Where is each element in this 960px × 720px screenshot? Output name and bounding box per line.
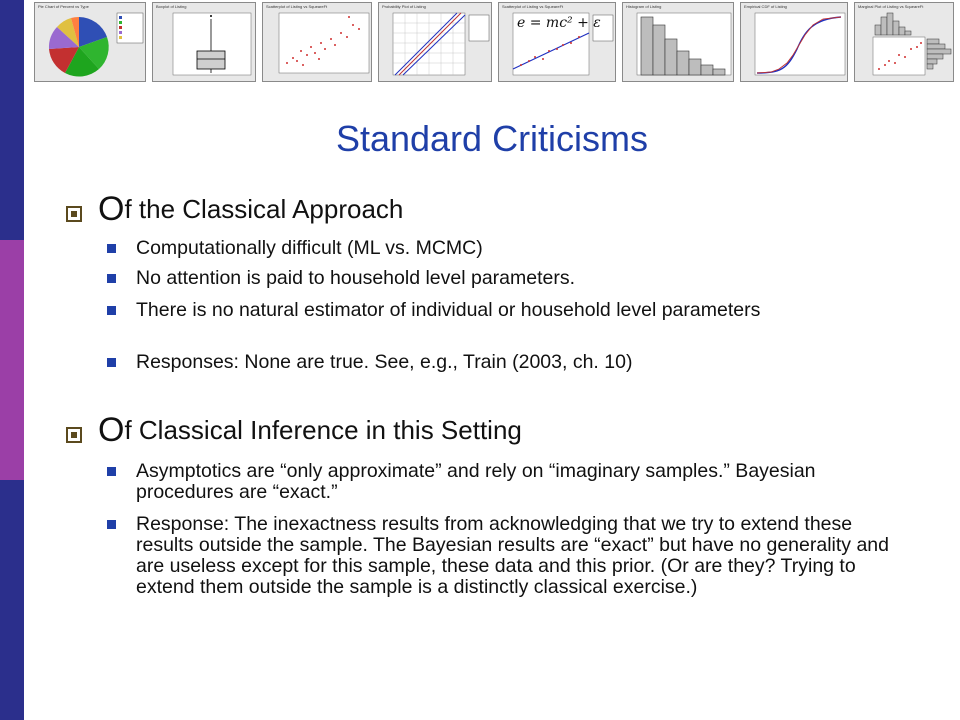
thumbnail-scatterplot: [262, 2, 372, 82]
thumbnail-probability-plot: [378, 2, 492, 82]
list-item-text: No attention is paid to household level parameters.: [136, 267, 576, 289]
sidebar-accent: [0, 0, 24, 720]
thumbnail-title: Pie Chart of Percent vs Type: [38, 4, 89, 9]
section-heading: [98, 190, 403, 229]
bullet-icon: [107, 306, 116, 315]
sidebar-segment-top: [0, 0, 24, 240]
thumbnail-empirical-cdf: [740, 2, 848, 82]
thumbnail-title: Probability Plot of Listing: [382, 4, 426, 9]
thumbnail-boxplot: [152, 2, 256, 82]
thumbnail-scatterplot-equation: [498, 2, 616, 82]
list-item-text: Asymptotics are “only approximate” and rely on “imaginary samples.” Bayesian procedures are “exact.”: [136, 460, 816, 503]
cdf-graphic: [741, 3, 848, 82]
list-item-text: There is no natural estimator of individual or household level parameters: [136, 299, 761, 321]
probability-plot-graphic: [379, 3, 492, 82]
sidebar-segment-middle: [0, 240, 24, 480]
equation-label: e = mc² + ε: [517, 15, 601, 31]
pie-chart-graphic: [35, 3, 146, 82]
slide-title: Standard Criticisms: [335, 118, 649, 159]
list-item-text: Computationally difficult (ML vs. MCMC): [136, 237, 483, 259]
heading-text: f the Classical Approach: [124, 194, 404, 224]
thumbnail-title: Boxplot of Listing: [156, 4, 187, 9]
bullet-icon: [107, 274, 116, 283]
thumbnail-title: Scatterplot of Listing vs SqueareFt: [502, 4, 564, 9]
thumbnail-pie-chart: [34, 2, 146, 82]
bullet-icon: [107, 244, 116, 253]
heading-text: f Classical Inference in this Setting: [124, 415, 522, 445]
section-heading: [98, 411, 522, 450]
scatterplot-graphic: [263, 3, 372, 82]
heading-initial: O: [98, 190, 125, 228]
thumbnail-title: Empirical CDF of Listing: [744, 4, 787, 9]
plot-banner: [24, 0, 960, 90]
bullet-icon: [107, 520, 116, 529]
thumbnail-title: Marginal Plot of Listing vs SqueareFt: [858, 4, 924, 9]
list-item-text: Response: The inexactness results from acknowledging that we try to extend these results outside the sample. The Bayesian results are “exact” but have no generality and are useless except for this sample, these data and this prior. (Or are they? Trying to extend them outside the sample is a distinctly classical exercise.): [136, 513, 889, 598]
marginal-plot-graphic: [855, 3, 954, 82]
thumbnail-histogram: [622, 2, 734, 82]
thumbnail-title: Histogram of Listing: [626, 4, 662, 9]
section-marker-icon: [66, 206, 82, 222]
bullet-icon: [107, 358, 116, 367]
section-marker-icon: [66, 427, 82, 443]
thumbnail-marginal-plot: [854, 2, 954, 82]
bullet-icon: [107, 467, 116, 476]
list-item-text: Responses: None are true. See, e.g., Train (2003, ch. 10): [136, 351, 633, 373]
histogram-graphic: [623, 3, 734, 82]
boxplot-graphic: [153, 3, 256, 82]
thumbnail-title: Scatterplot of Listing vs SqueareFt: [266, 4, 328, 9]
sidebar-segment-bottom: [0, 480, 24, 720]
heading-initial: O: [98, 411, 125, 449]
